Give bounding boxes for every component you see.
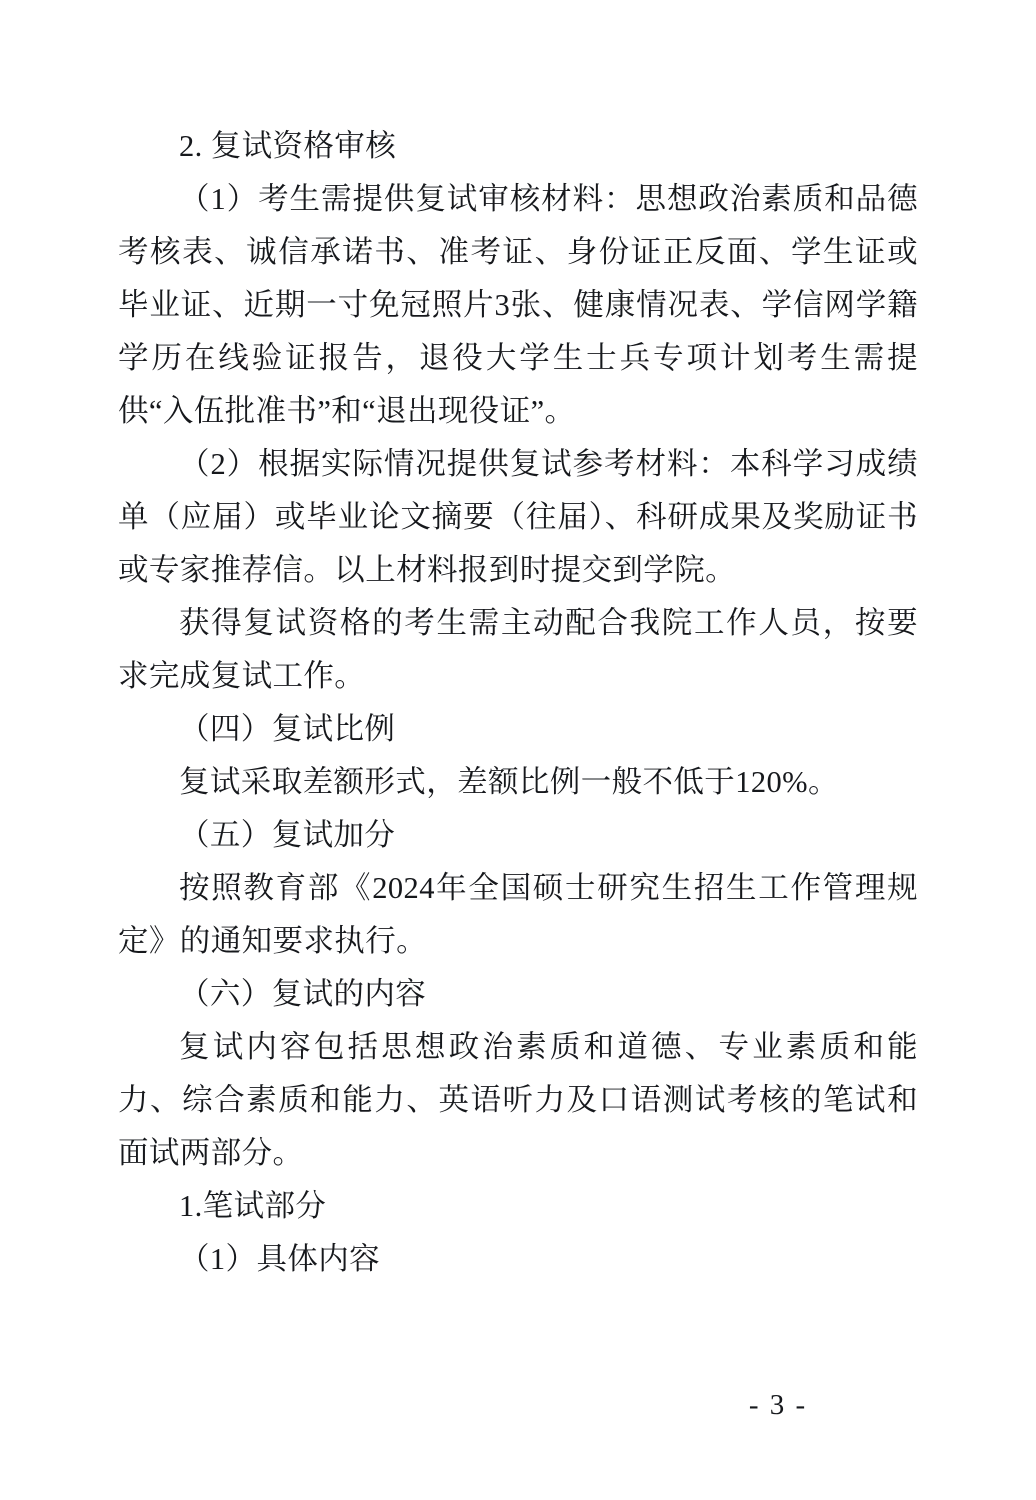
paragraph-content-detail: 复试内容包括思想政治素质和道德、专业素质和能力、综合素质和能力、英语听力及口语测试考核的笔试和面试两部分。 [118,1030,918,1170]
paragraph-written-exam-heading: 1.笔试部分 [179,1189,327,1223]
paragraph-item-1: （1）考生需提供复试审核材料：思想政治素质和品德考核表、诚信承诺书、准考证、身份证正反面、学生证或毕业证、近期一寸免冠照片3张、健康情况表、学信网学籍学历在线验证报告，退役大学生士兵专项计划考生需提供“入伍批准书”和“退出现役证”。 [118,182,918,428]
paragraph-heading-section-5: （五）复试加分 [179,818,396,852]
document-body [118,120,918,1286]
paragraph-heading-section-6: （六）复试的内容 [179,977,427,1011]
paragraph-heading-section-4: （四）复试比例 [179,712,396,746]
paragraph-qualification-note: 获得复试资格的考生需主动配合我院工作人员，按要求完成复试工作。 [118,606,918,693]
page-number [0,1389,1036,1422]
paragraph-bonus-detail: 按照教育部《2024年全国硕士研究生招生工作管理规定》的通知要求执行。 [118,871,918,958]
page-number-text: - 3 - [748,1389,808,1421]
paragraph-specific-content-heading: （1）具体内容 [179,1242,381,1276]
paragraph-heading-2: 2. 复试资格审核 [179,129,397,163]
paragraph-ratio-detail: 复试采取差额形式，差额比例一般不低于120%。 [179,765,839,799]
paragraph-item-2: （2）根据实际情况提供复试参考材料：本科学习成绩单（应届）或毕业论文摘要（往届）、科研成果及奖励证书或专家推荐信。以上材料报到时提交到学院。 [118,447,918,587]
